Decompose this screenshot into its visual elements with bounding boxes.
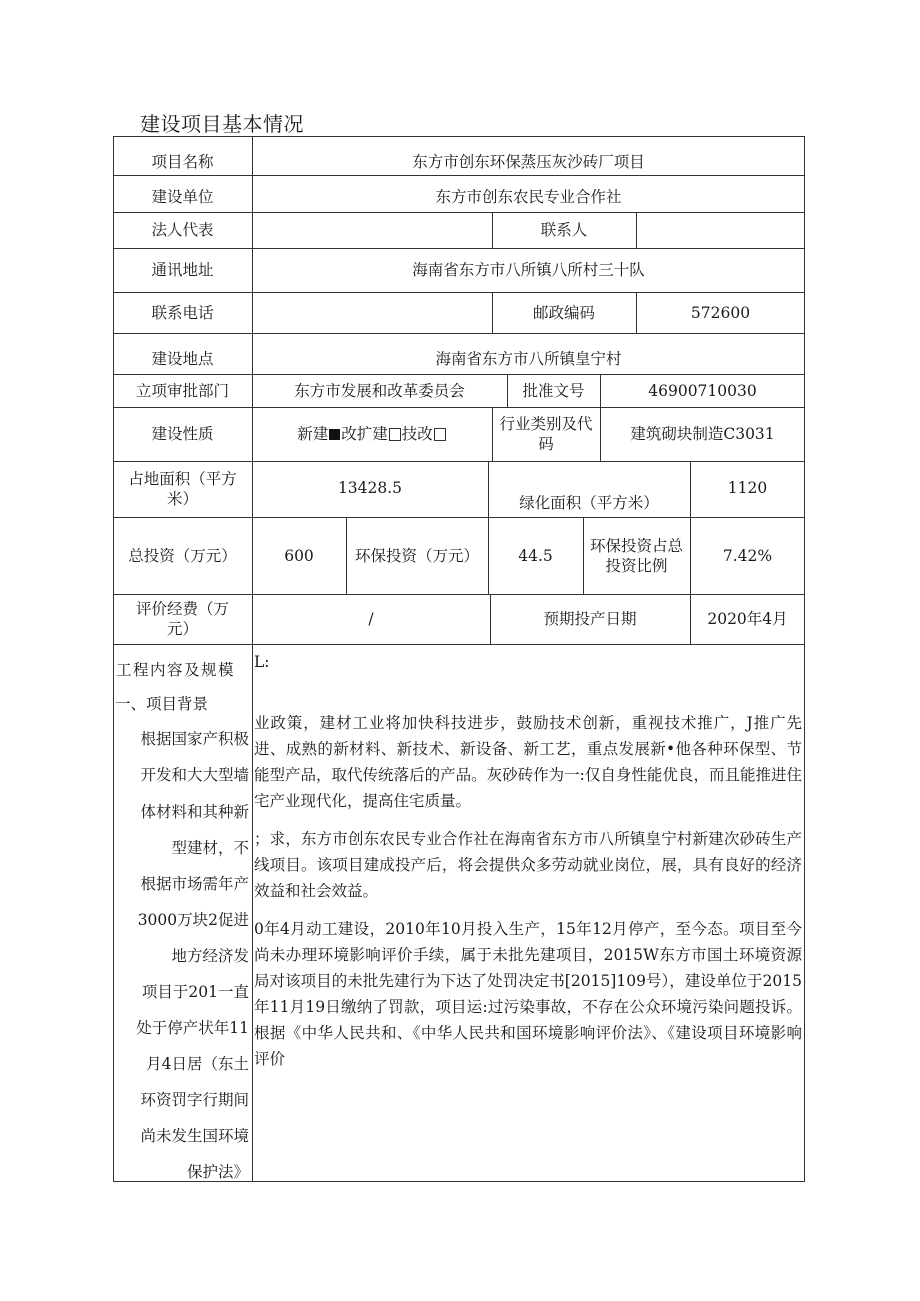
label-nature: 建设性质 [151, 425, 214, 443]
label-land-area [113, 461, 252, 517]
value-phone [252, 292, 492, 333]
label-postcode: 邮政编码 [532, 303, 595, 322]
label-contact: 联系人 [540, 221, 588, 239]
left-line: 尚未发生国环境 [140, 1127, 249, 1145]
label-industry [492, 407, 600, 461]
label-approval-dept: 立项审批部门 [135, 381, 229, 400]
left-line: 型建材，不 [171, 839, 249, 857]
value-green-area: 1120 [727, 479, 768, 497]
section-body [254, 710, 802, 1084]
label-legal-rep: 法人代表 [151, 221, 214, 239]
body-paragraph: 0年4月动工建设，2010年10月投入生产，15年12月停产，至今态。项目至今尚未办理环境影响评价手续，属于未批先建项目，2015W东方市国土环境资源局对该项目的未批先建行为下达了处罚决定书[2015]109号），建设单位于2015年11月19日缴纳了罚款，项目运:过污染事故，不存在公众环境污染问题投诉。根据《中华人民共和、《中华人民共和国环境影响评价法》、《建设项目环境影响评价 [254, 920, 802, 1068]
label-env-investment: 环保投资（万元） [354, 546, 479, 565]
value-project-name: 东方市创东环保蒸压灰沙砖厂项目 [412, 152, 645, 171]
value-site: 海南省东方市八所镇皇宁村 [435, 350, 622, 368]
left-line: 3000万块2促进 [137, 911, 249, 929]
label-builder: 建设单位 [151, 188, 214, 206]
left-line: 月4日居（东土 [146, 1055, 249, 1073]
label-land-area-line1: 占地面积（平方 [128, 470, 237, 488]
left-line: 环资罚字行期间 [140, 1091, 249, 1109]
left-line: 开发和大大型墙 [140, 766, 249, 784]
value-legal-rep [252, 212, 492, 248]
body-paragraph: 业政策，建材工业将加快科技进步，鼓励技术创新，重视技术推广，J推广先进、成熟的新材料、新技术、新设备、新工艺，重点发展新•他各种环保型、节能型产品，取代传统落后的产品。灰砂砖作为一:仅自身性能优良，而且能推进住宅产业现代化，提高住宅质量。 [254, 714, 802, 810]
label-env-ratio [583, 517, 690, 594]
value-builder: 东方市创东农民专业合作社 [435, 188, 622, 206]
label-land-area-line2: 米） [166, 490, 198, 508]
value-production-date: 2020年4月 [707, 610, 788, 628]
value-approval-dept: 东方市发展和改革委员会 [294, 381, 465, 400]
value-address: 海南省东方市八所镇八所村三十队 [412, 261, 645, 279]
label-site: 建设地点 [151, 350, 214, 368]
value-env-investment: 44.5 [518, 546, 553, 565]
value-eval-fee: / [368, 610, 374, 628]
label-address: 通讯地址 [151, 261, 214, 279]
left-line: 保护法》 [186, 1163, 249, 1181]
value-nature [252, 407, 492, 461]
value-approval-doc: 46900710030 [648, 381, 757, 400]
label-project-name: 项目名称 [151, 152, 214, 171]
value-total-investment: 600 [284, 546, 314, 565]
nature-expand-label: 改扩建 [341, 425, 388, 443]
value-env-ratio: 7.42% [722, 546, 773, 565]
unchecked-box-icon [434, 428, 446, 441]
unchecked-box-icon [389, 428, 401, 441]
label-env-ratio-line1: 环保投资占总 [589, 536, 683, 555]
body-paragraph: ；求，东方市创东农民专业合作社在海南省东方市八所镇皇宁村新建次砂砖生产线项目。该项目建成投产后，将会提供众多劳动就业岗位，展，具有良好的经济效益和社会效益。 [254, 830, 802, 900]
left-line: 地方经济发 [171, 947, 249, 965]
checked-box-icon [329, 429, 340, 440]
left-line: 一、项目背景 [115, 695, 209, 713]
left-line: 项目于201一直 [141, 983, 249, 1001]
label-eval-fee [113, 594, 252, 644]
page-title: 建设项目基本情况 [140, 112, 304, 136]
label-industry-line2: 码 [538, 435, 554, 453]
label-industry-line1: 行业类别及代 [499, 415, 593, 433]
label-eval-fee-line1: 评价经费（万 [135, 600, 229, 618]
value-industry: 建筑砌块制造C3031 [630, 425, 775, 443]
label-eval-fee-line2: 元） [166, 620, 198, 638]
label-green-area: 绿化面积（平方米） [519, 494, 659, 512]
label-approval-doc: 批准文号 [522, 381, 585, 400]
section-header: 工程内容及规模 [116, 661, 236, 679]
label-env-ratio-line2: 投资比例 [605, 556, 668, 575]
label-production-date: 预期投产日期 [543, 610, 637, 628]
left-line: 处于停产状年11 [136, 1019, 249, 1037]
nature-tech-label: 技改 [401, 425, 433, 443]
left-line: 体材料和其种新 [140, 803, 249, 821]
left-line: 根据市场需年产 [140, 875, 249, 893]
value-land-area: 13428.5 [337, 479, 403, 497]
value-postcode: 572600 [690, 303, 751, 322]
label-phone: 联系电话 [151, 303, 214, 322]
left-line: 根据国家产积极 [140, 730, 249, 748]
nature-new-label: 新建 [297, 425, 329, 443]
section-marker: L: [254, 653, 270, 671]
label-total-investment: 总投资（万元） [128, 546, 237, 565]
value-contact [636, 212, 805, 248]
